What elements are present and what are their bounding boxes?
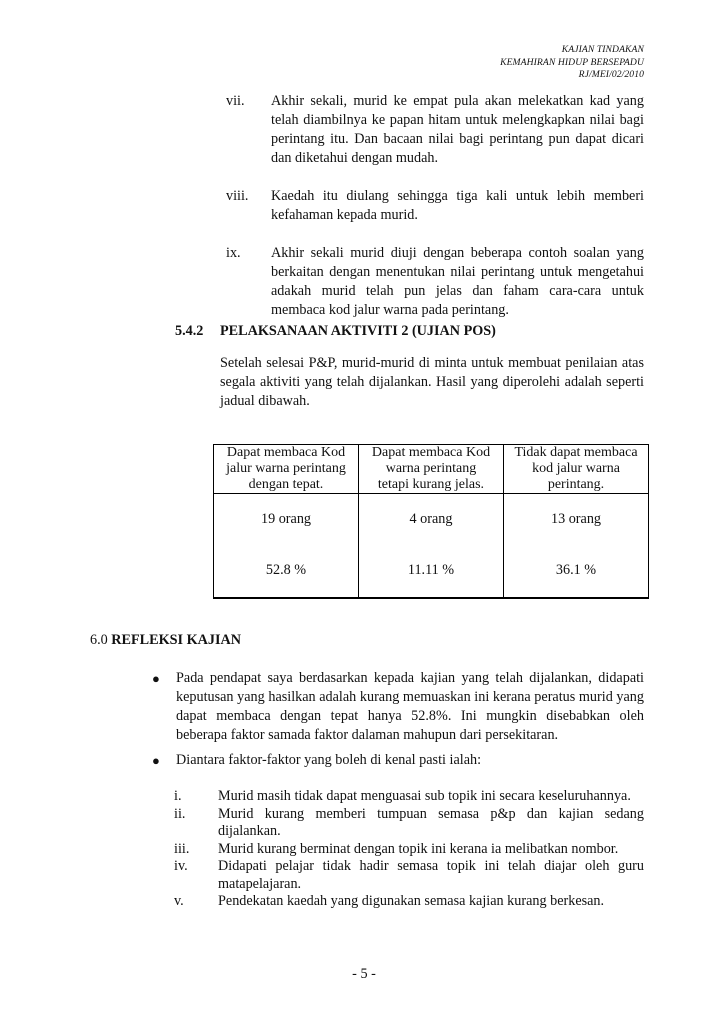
list-item [152,751,644,770]
header-text: Dapat membaca Kod [226,445,346,460]
reflection-bullet-1 [152,669,644,745]
table-header-cell [214,445,359,494]
bullet-icon: ● [152,671,160,686]
factor-item [174,806,644,841]
factor-text: Didapati pelajar tidak hadir semasa topik ini telah diajar oleh guru matapelajaran. [218,858,644,892]
factor-text: Pendekatan kaedah yang digunakan semasa kajian kurang berkesan. [218,893,605,909]
table-cell-count: 4 orang [359,494,504,545]
table-header-row [214,445,649,494]
factor-number: iii. [174,840,190,857]
table-cell-count: 13 orang [504,494,649,545]
header-text: perintang. [547,477,605,492]
factor-number: ii. [174,805,186,822]
section-number: 5.4.2 [175,323,204,339]
bullet-text: Diantara faktor-faktor yang boleh di kenal pasti ialah: [176,752,482,768]
header-line-3: RJ/MEI/02/2010 [578,69,644,80]
section-title: PELAKSANAAN AKTIVITI 2 (UJIAN POS) [220,323,496,339]
section-heading-6-0 [90,632,241,649]
reflection-bullet-2 [152,751,644,770]
step-text: Kaedah itu diulang sehingga tiga kali untuk lebih memberi kefahaman kepada murid. [271,188,644,223]
factor-number: i. [174,788,182,804]
header-text: warna perintang [385,461,477,476]
step-number: viii. [226,188,249,204]
header-line-2: KEMAHIRAN HIDUP BERSEPADU [500,56,644,68]
factor-item [174,841,644,859]
procedure-steps [226,92,644,339]
table-cell-percent: 36.1 % [504,544,649,598]
table-cell-count: 19 orang [214,494,359,545]
header-text: dengan tepat. [248,477,324,492]
section-title: REFLEKSI KAJIAN [111,632,241,648]
header-text: tetapi kurang jelas. [377,477,485,492]
factor-number: v. [174,893,184,909]
table-header-cell [504,445,649,494]
factor-item [174,858,644,893]
section-paragraph: Setelah selesai P&P, murid-murid di minta untuk membuat penilaian atas segala aktiviti yang telah dijalankan. Hasil yang diperolehi adalah seperti jadual dibawah. [220,355,644,409]
step-item-viii [226,187,644,225]
factor-item [174,788,644,806]
header-text: Dapat membaca Kod [371,445,491,460]
bullet-icon: ● [152,753,160,768]
header-text: Tidak dapat membaca [514,445,638,460]
factor-list [174,788,644,911]
step-number: ix. [226,245,241,261]
table-header-cell [359,445,504,494]
results-table [213,444,649,599]
factor-number: iv. [174,858,188,874]
section-heading-5-4-2 [175,323,496,340]
list-item [152,669,644,745]
table-cell-percent: 52.8 % [214,544,359,598]
step-text: Akhir sekali, murid ke empat pula akan melekatkan kad yang telah diambilnya ke papan hitam untuk melengkapkan nilai bagi perintang itu. Dan bacaan nilai bagi perintang pun dapat dicari dan diketahui dengan mudah. [271,93,644,166]
bullet-text: Pada pendapat saya berdasarkan kepada kajian yang telah dijalankan, didapati keputusan yang hasilkan adalah kurang memuaskan ini kerana peratus murid yang dapat membaca dengan tepat hanya 52.8%. Ini mungkin disebabkan oleh beberapa faktor samada faktor dalaman mahupun dari persekitaran. [176,670,644,743]
table-row [214,494,649,545]
header-text: kod jalur warna [532,461,620,476]
header-line-1: KAJIAN TINDAKAN [561,44,644,55]
factor-item [174,893,644,911]
factor-text: Murid kurang memberi tumpuan semasa p&p dan kajian sedang dijalankan. [218,805,644,839]
step-text: Akhir sekali murid diuji dengan beberapa contoh soalan yang berkaitan dengan menentukan nilai perintang untuk mengetahui adakah murid telah pun jelas dan faham cara-cara untuk membaca kod jalur warna pada perintang. [271,245,644,318]
factor-text: Murid masih tidak dapat menguasai sub topik ini secara keseluruhannya. [218,788,631,804]
table-row [214,544,649,598]
page-number: - 5 - [352,966,376,982]
factor-text: Murid kurang berminat dengan topik ini kerana ia melibatkan nombor. [218,840,619,857]
page-header [500,44,644,82]
header-text: jalur warna perintang [226,461,346,476]
step-item-vii [226,92,644,168]
table-cell-percent: 11.11 % [359,544,504,598]
step-number: vii. [226,93,245,109]
step-item-ix [226,244,644,320]
section-number: 6.0 [90,632,108,648]
